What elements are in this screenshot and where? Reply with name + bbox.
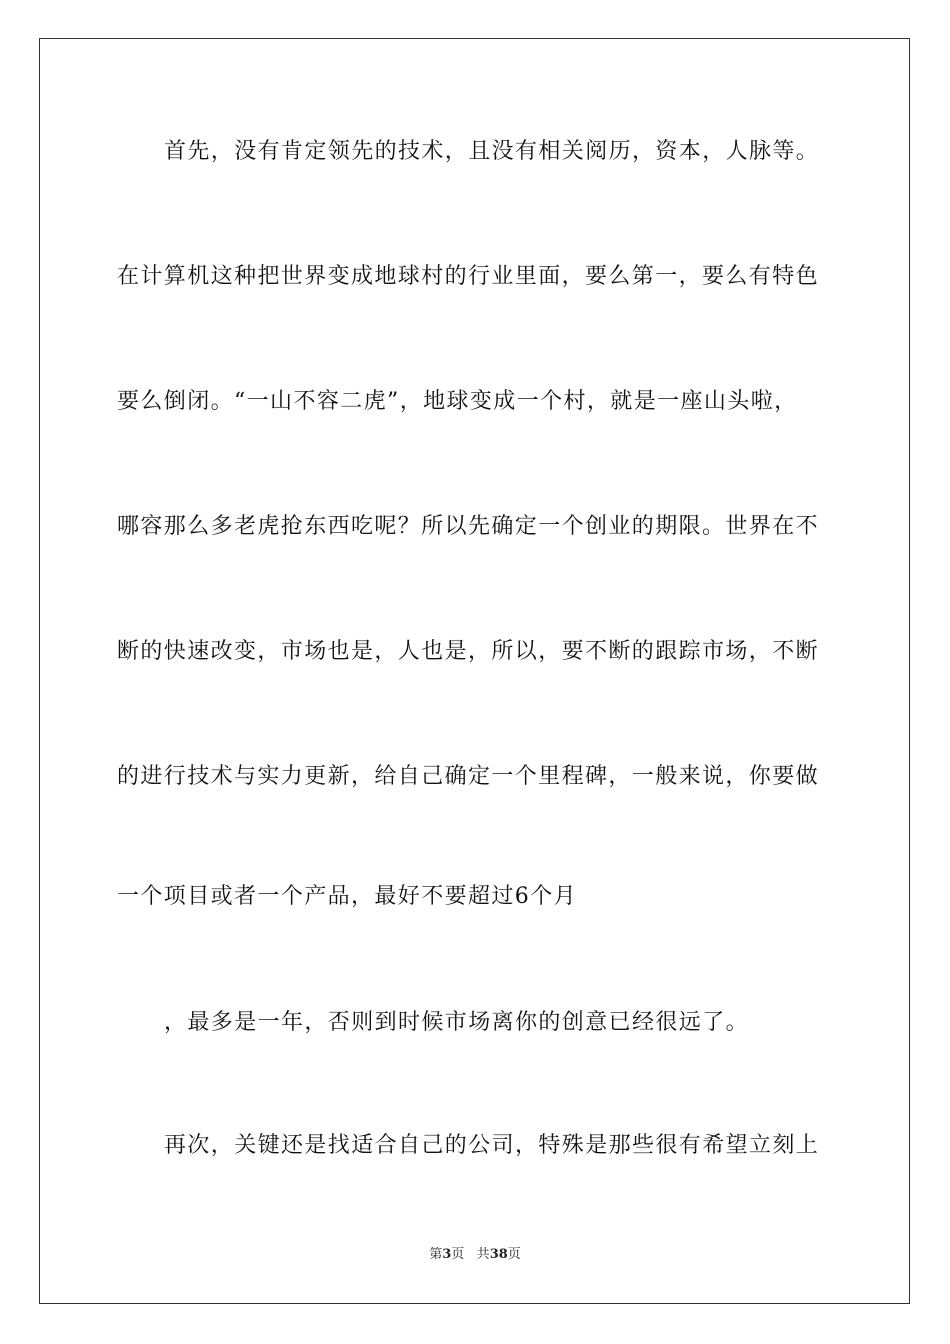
paragraph-line-7: 一个项目或者一个产品，最好不要超过6个月 [117, 884, 577, 909]
paragraph-line-3: 要么倒闭。“一山不容二虎”，地球变成一个村，就是一座山头啦， [117, 389, 798, 414]
paragraph-line-1: 首先，没有肯定领先的技术，且没有相关阅历，资本，人脉等。 [164, 139, 820, 164]
page-suffix: 页 [451, 1247, 465, 1262]
page-prefix: 第 [429, 1247, 443, 1262]
page-border [39, 38, 910, 1304]
paragraph-line-4: 哪容那么多老虎抢东西吃呢？所以先确定一个创业的期限。世界在不 [117, 514, 820, 539]
total-suffix: 页 [507, 1247, 521, 1262]
paragraph-line-6: 的进行技术与实力更新，给自己确定一个里程碑，一般来说，你要做 [117, 764, 820, 789]
total-prefix: 共 [476, 1247, 490, 1262]
paragraph-line-5: 断的快速改变，市场也是，人也是，所以，要不断的跟踪市场，不断 [117, 639, 820, 664]
page-number: 3 [442, 1247, 452, 1262]
total-pages: 38 [489, 1247, 508, 1262]
paragraph-line-8: ，最多是一年，否则到时候市场离你的创意已经很远了。 [164, 1010, 750, 1035]
paragraph-line-9: 再次，关键还是找适合自己的公司，特殊是那些很有希望立刻上 [164, 1133, 820, 1158]
paragraph-line-2: 在计算机这种把世界变成地球村的行业里面，要么第一，要么有特色 [117, 264, 820, 289]
page-footer [0, 1246, 950, 1264]
